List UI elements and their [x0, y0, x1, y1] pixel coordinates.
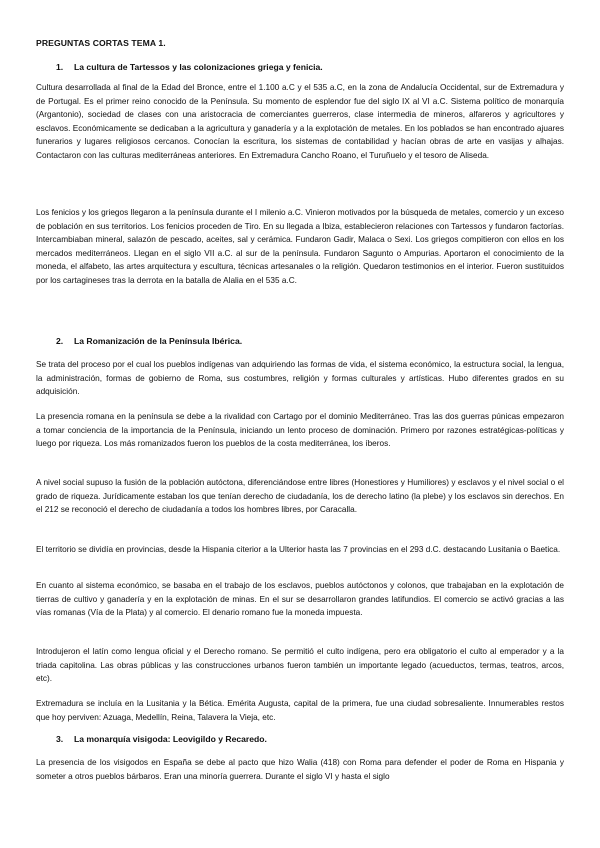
paragraph: En cuanto al sistema económico, se basaba en el trabajo de los esclavos, pueblos autóctonos y colonos, que trabajaban en la explotación de tierras de cultivo y ganadería y en la explotación de minas. En el sur se desarrollaron grandes latifundios. El comercio se activó gracias a las vías romanas (Vía de la Plata) y al comercio. El denario romano fue la moneda impuesta. [36, 581, 564, 618]
paragraph: La presencia de los visigodos en España se debe al pacto que hizo Walia (418) con Roma para defender el poder de Roma en Hispania y someter a otros pueblos bárbaros. Eran una minoría guerrera. Durante el siglo VI y hasta el siglo [36, 758, 564, 781]
section-number: 3. [56, 734, 64, 744]
section-title: La Romanización de la Península Ibérica. [74, 336, 243, 346]
document-title: PREGUNTAS CORTAS TEMA 1. [36, 38, 166, 48]
paragraph: La presencia romana en la península se debe a la rivalidad con Cartago por el dominio Mediterráneo. Tras las dos guerras púnicas empezaron a tomar conciencia de la importancia de la Península, iniciando un lento proceso de dominación. Primero por razones estratégicas-políticas y luego por riqueza. Los más romanizados fueron los pueblos de la costa mediterránea, los íberos. [36, 412, 564, 449]
paragraph: Introdujeron el latín como lengua oficial y el Derecho romano. Se permitió el culto indígena, pero era obligatorio el culto al emperador y a la triada capitolina. Las obras públicas y las construcciones urbanos fueron también un importante legado (acueductos, termas, teatros, arcos, etc). [36, 647, 564, 684]
paragraph: Extremadura se incluía en la Lusitania y la Bética. Emérita Augusta, capital de la primera, fue una ciudad sobresaliente. Innumerables restos que hoy perviven: Azuaga, Medellín, Reina, Talavera la Vieja, etc. [36, 699, 564, 722]
section-title: La cultura de Tartessos y las colonizaciones griega y fenicia. [74, 62, 323, 72]
paragraph: A nivel social supuso la fusión de la población autóctona, diferenciándose entre libres (Honestiores y Humiliores) y esclavos y el nivel social o el grado de riqueza. Jurídicamente estaban los que tenían derecho de ciudadanía, los de derecho latino (la plebe) y los esclavos sin derechos. En el 212 se reconoció el derecho de ciudadanía a todos los hombres libres, por Caracalla. [36, 478, 564, 515]
paragraph: Los fenicios y los griegos llegaron a la península durante el I milenio a.C. Vinieron motivados por la búsqueda de metales, comercio y un exceso de población en sus territorios. Los fenicios proceden de Tiro. En su llegada a Ibiza, establecieron relaciones con Tartessos y fundaron factorías. Intercambiaban mineral, salazón de pescado, aceites, sal y cerámica. Fundaron Gadir, Malaca o Sexi. Los griegos compitieron con ellos en los mercados mediterráneos. Llegan en el siglo VII a.C. al sur de la península. Fundaron Sagunto o Ampurias. Aportaron el conocimiento de la moneda, el alfabeto, las artes arquitectura y escultura, técnicas artesanales o la religión. Quedaron testimonios en el interior. Fueron sustituidos por los cartagineses tras la derrota en la batalla de Alalia en el 535 a.C. [36, 208, 564, 285]
section-number: 2. [56, 336, 64, 346]
section-number: 1. [56, 62, 64, 72]
paragraph: Se trata del proceso por el cual los pueblos indígenas van adquiriendo las formas de vida, el sistema económico, la estructura social, la lengua, la administración, formas de gobierno de Roma, sus costumbres, religión y formas culturales y artísticas. Hubo diferentes grados en su adquisición. [36, 360, 564, 397]
paragraph: Cultura desarrollada al final de la Edad del Bronce, entre el 1.100 a.C y el 535 a.C, en la zona de Andalucía Occidental, sur de Extremadura y de Portugal. Es el primer reino conocido de la Península. Su momento de esplendor fue del siglo IX al VI a.C. Sistema político de monarquía (Argantonio), sociedad de clases con una aristocracia de comerciantes guerreros, clase intermedia de mineros, alfareros y agricultores y esclavos. Económicamente se dedicaban a la agricultura y ganadería y a la explotación de metales. En los poblados se han encontrado ajuares funerarios y lugares religiosos cercanos. Conocían la escritura, los sistemas de contabilidad y hacían obras de arte en vasijas y alhajas. Contactaron con las culturas mediterráneas anteriores. En Extremadura Cancho Roano, el Turuñuelo y el tesoro de Aliseda. [36, 83, 564, 160]
section-title: La monarquía visigoda: Leovigildo y Recaredo. [74, 734, 267, 744]
paragraph: El territorio se dividía en provincias, desde la Hispania citerior a la Ulterior hasta las 7 provincias en el 293 d.C. destacando Lusitania o Baetica. [36, 545, 561, 554]
